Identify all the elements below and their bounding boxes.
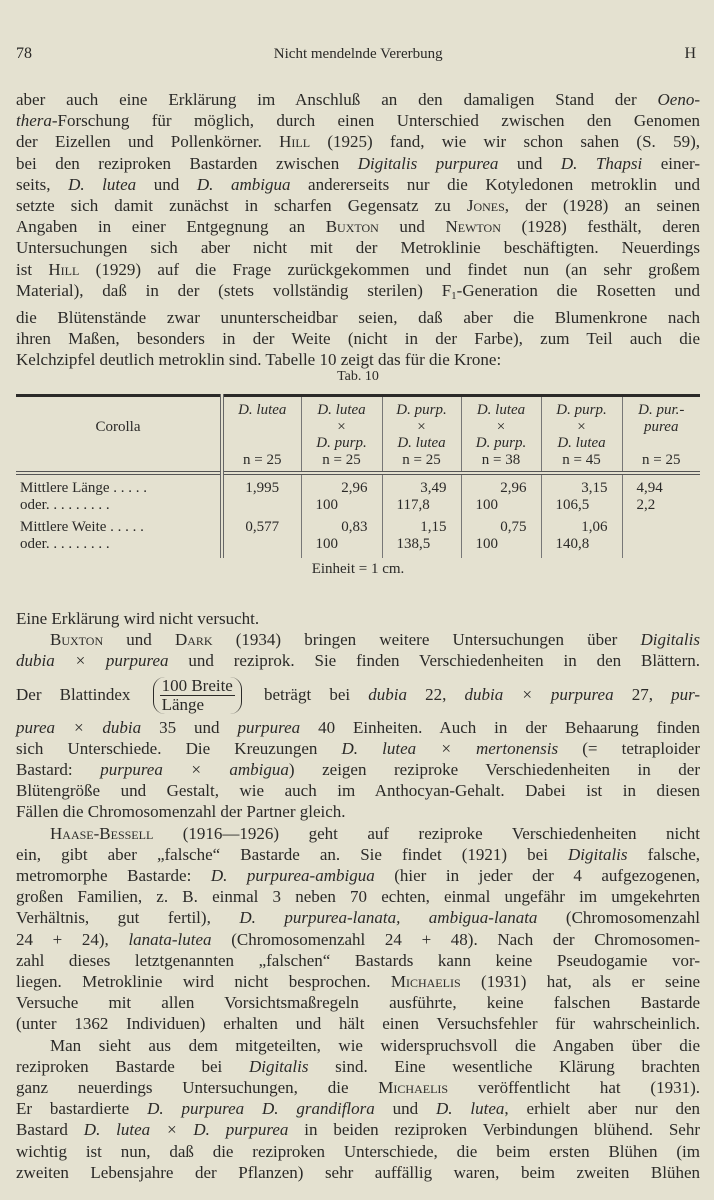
text-run: setzte sich damit zunächst in scharfen Gegensatz zu bbox=[16, 196, 467, 216]
text-run: und bbox=[498, 153, 561, 173]
text-line bbox=[16, 237, 700, 258]
text-run: ) zeigen reziproke Verschiedenheiten in der bbox=[288, 760, 701, 780]
table-row bbox=[16, 497, 700, 514]
text-line bbox=[16, 1013, 700, 1034]
text-run: Blütengröße und Gestalt, wie auch im Anthocyan-Gehalt. Dabei ist in diesen bbox=[16, 781, 700, 801]
text-run: Fällen die Chromosomenzahl der Partner gleich. bbox=[16, 802, 346, 822]
italic-text: dubia × purpurea bbox=[16, 651, 169, 671]
table-cell: 0,83 bbox=[301, 514, 382, 536]
italic-text: dubia × purpurea bbox=[464, 684, 614, 704]
text-run: (1928) festhält, deren bbox=[500, 217, 700, 237]
subscript: 1 bbox=[451, 289, 457, 302]
table-cell: 100 bbox=[461, 497, 541, 514]
italic-text: D. Thapsi bbox=[560, 153, 643, 173]
author-name: Hill bbox=[48, 259, 80, 279]
text-run: zahl dieses letztgenannten „falschen“ Bastards kann keine Pseudogamie vor- bbox=[16, 950, 700, 970]
italic-text: D. lutea bbox=[436, 1099, 505, 1119]
text-run: (= tetraploider bbox=[558, 738, 700, 758]
table-column-header bbox=[222, 396, 301, 474]
table-cell bbox=[222, 536, 301, 558]
table-cell: 138,5 bbox=[382, 536, 461, 558]
table-cell: 100 bbox=[301, 536, 382, 558]
italic-text: Digitalis bbox=[640, 630, 700, 650]
text-run: die Blütenstände zwar ununterscheidbar seien, daß aber die Blumenkrone nach bbox=[16, 308, 700, 328]
text-run: Man sieht aus dem mitgeteilten, wie widerspruchsvoll die Angaben über die bbox=[50, 1035, 700, 1055]
table-cell: 2,2 bbox=[622, 497, 700, 514]
author-name: Haase-Bessell bbox=[50, 823, 154, 843]
table-cell bbox=[222, 497, 301, 514]
corolla-table bbox=[16, 394, 700, 558]
text-run: liegen. Metroklinie wird nicht besprochen. bbox=[16, 972, 391, 992]
table-cell: 1,15 bbox=[382, 514, 461, 536]
text-line bbox=[16, 672, 700, 717]
author-name: Buxton bbox=[325, 217, 379, 237]
table-row bbox=[16, 514, 700, 536]
table-row bbox=[16, 473, 700, 497]
text-run: in beiden reziproken Verbindungen blühend. Sehr bbox=[288, 1120, 700, 1140]
column-parent-1: D. purp. bbox=[556, 402, 607, 418]
text-line bbox=[16, 929, 700, 950]
table-column-header bbox=[541, 396, 622, 474]
italic-text: D. lutea bbox=[68, 174, 137, 194]
italic-text: pur- bbox=[671, 684, 701, 704]
table-column-header bbox=[301, 396, 382, 474]
table-cell: 0,75 bbox=[461, 514, 541, 536]
text-run: ihren Maßen, besonders in der Weite (nicht in der Farbe), zum Teil auch die bbox=[16, 329, 700, 349]
table-cell: 3,49 bbox=[382, 473, 461, 497]
table-caption: Tab. 10 bbox=[337, 369, 379, 384]
author-name: Newton bbox=[445, 217, 501, 237]
column-sample-size: n = 45 bbox=[562, 451, 601, 468]
author-name: Dark bbox=[174, 630, 213, 650]
table-cell: 100 bbox=[461, 536, 541, 558]
text-line bbox=[16, 1077, 700, 1098]
fraction-denominator: Länge bbox=[161, 695, 205, 715]
text-line bbox=[16, 195, 700, 216]
text-run: Material), daß in der (stets vollständig sterilen) F bbox=[16, 280, 452, 300]
column-parent-2: D. lutea bbox=[557, 435, 606, 451]
column-cross-symbol bbox=[226, 419, 299, 436]
text-line bbox=[16, 738, 700, 759]
text-run: (1934) bringen weitere Untersuchungen über bbox=[212, 630, 641, 650]
page-number: 78 bbox=[16, 45, 32, 62]
column-cross-symbol: × bbox=[337, 418, 346, 435]
text-run: Bastard bbox=[16, 1120, 84, 1140]
text-line bbox=[16, 131, 700, 152]
column-sample-size: n = 25 bbox=[642, 451, 681, 468]
column-cross-symbol: × bbox=[577, 418, 586, 435]
running-title: Nicht mendelnde Vererbung bbox=[273, 46, 443, 62]
text-line bbox=[16, 280, 700, 307]
text-line bbox=[16, 328, 700, 349]
text-run: und bbox=[103, 630, 175, 650]
text-run: -Generation die Rosetten und bbox=[456, 280, 700, 300]
text-line bbox=[16, 1098, 700, 1119]
column-sample-size: n = 25 bbox=[322, 451, 361, 468]
text-run: 22, bbox=[406, 684, 465, 704]
column-parent-1: D. purp. bbox=[396, 402, 447, 418]
text-run: aber auch eine Erklärung im Anschluß an den damaligen Stand der bbox=[16, 90, 658, 109]
text-line bbox=[16, 174, 700, 195]
column-cross-symbol: × bbox=[417, 418, 426, 435]
text-line bbox=[16, 153, 700, 174]
text-line bbox=[16, 89, 700, 110]
table-cell: 100 bbox=[301, 497, 382, 514]
table-cell: 106,5 bbox=[541, 497, 622, 514]
text-run: zweiten Lebensjahre der Pflanzen) sehr auffällig waren, beim zweiten Blühen bbox=[16, 1162, 700, 1182]
text-run: (Chromosomenzahl 24 + 48). Nach der Chromosomen- bbox=[211, 929, 700, 949]
text-run: (Chromosomenzahl bbox=[537, 908, 700, 928]
author-name: Jones bbox=[466, 196, 505, 216]
table-corner-label: Corolla bbox=[95, 419, 141, 435]
text-run: und bbox=[374, 1099, 437, 1119]
text-line bbox=[16, 307, 700, 328]
text-run: (1925) fand, wie wir schon sahen (S. 59), bbox=[310, 132, 700, 152]
text-run: andererseits nur die Kotyledonen metroklin und bbox=[290, 174, 700, 194]
text-run: (1929) auf die Frage zurückgekommen und findet nun (an sehr großem bbox=[79, 259, 701, 279]
column-parent-1: D. lutea bbox=[476, 402, 526, 418]
table-cell: 2,96 bbox=[461, 473, 541, 497]
column-parent-2 bbox=[625, 435, 699, 452]
italic-text: lanata-lutea bbox=[128, 929, 212, 949]
text-run: (1931) hat, als er seine bbox=[460, 972, 700, 992]
table-column-header bbox=[382, 396, 461, 474]
text-run: der Eizellen und Pollenkörner. bbox=[16, 132, 280, 152]
text-run: und bbox=[136, 174, 197, 194]
author-name: Hill bbox=[279, 132, 311, 152]
column-parent-2: D. purp. bbox=[316, 435, 367, 451]
table-column-header bbox=[461, 396, 541, 474]
text-line bbox=[16, 759, 700, 780]
text-run: 27, bbox=[613, 684, 672, 704]
text-run: einer- bbox=[642, 153, 700, 173]
row-label: oder. . . . . . . . . bbox=[20, 536, 110, 552]
text-run: 40 Einheiten. Auch in der Behaarung finden bbox=[300, 717, 701, 737]
italic-text: thera bbox=[16, 111, 52, 131]
table-cell: 1,06 bbox=[541, 514, 622, 536]
column-parent-1: D. pur.- bbox=[638, 402, 685, 418]
column-sample-size: n = 25 bbox=[243, 451, 282, 468]
text-run: sich Unterschiede. Die Kreuzungen bbox=[16, 738, 342, 758]
text-run: beträgt bei bbox=[245, 684, 369, 704]
italic-text: D. lutea × mertonensis bbox=[341, 738, 559, 758]
text-line bbox=[16, 1141, 700, 1162]
text-run: ganz neuerdings Untersuchungen, die bbox=[16, 1078, 379, 1098]
text-run: wichtig ist nun, daß die reziproken Unterschiede, die beim ersten Blühen (im bbox=[16, 1141, 700, 1161]
row-label: Mittlere Länge . . . . . bbox=[20, 480, 148, 496]
italic-text: purpurea × ambigua bbox=[100, 760, 289, 780]
text-line bbox=[16, 780, 700, 801]
text-run: -Forschung für möglich, durch einen Unterschied zwischen den Genomen bbox=[51, 111, 700, 131]
italic-text: Digitalis bbox=[248, 1056, 309, 1076]
text-line bbox=[16, 992, 700, 1013]
column-parent-1: D. lutea bbox=[238, 402, 287, 418]
text-line bbox=[16, 110, 700, 131]
text-run: Bastard: bbox=[16, 760, 101, 780]
text-line bbox=[16, 608, 700, 629]
column-parent-2: D. purp. bbox=[475, 435, 527, 451]
table-cell: 2,96 bbox=[301, 473, 382, 497]
text-line bbox=[16, 717, 700, 738]
text-line bbox=[16, 1119, 700, 1140]
paragraph-intro bbox=[16, 89, 700, 371]
text-line bbox=[16, 886, 700, 907]
text-run: Versuche mit allen Vorsichtsmaßregeln ausführte, keine falschen Bastarde bbox=[16, 993, 700, 1013]
table-cell: 0,577 bbox=[222, 514, 301, 536]
row-label: oder. . . . . . . . . bbox=[20, 497, 110, 513]
table-section bbox=[16, 368, 700, 578]
italic-text: Digitalis purpurea bbox=[357, 153, 499, 173]
italic-text: D. lutea × D. purpurea bbox=[83, 1120, 289, 1140]
text-line bbox=[16, 259, 700, 280]
row-label: Mittlere Weite . . . . . bbox=[20, 519, 144, 535]
column-parent-2 bbox=[226, 435, 299, 452]
text-line bbox=[16, 629, 700, 650]
table-cell bbox=[622, 514, 700, 536]
text-run: 35 und bbox=[141, 717, 238, 737]
text-run: metromorphe Bastarde: bbox=[16, 866, 211, 886]
text-run: Angaben in einer Entgegnung an bbox=[16, 217, 326, 237]
italic-text: D. purpurea D. grandiflora bbox=[147, 1099, 375, 1119]
table-header-row bbox=[16, 396, 700, 474]
italic-text: D. purpurea-lanata, ambigua-lanata bbox=[239, 908, 538, 928]
text-line bbox=[16, 1162, 700, 1183]
text-line bbox=[16, 823, 700, 844]
text-line bbox=[16, 844, 700, 865]
italic-text: purpurea bbox=[237, 717, 301, 737]
paragraph-main bbox=[16, 608, 700, 1183]
text-run: Verhältnis, gut fertil), bbox=[16, 908, 240, 928]
text-run: großen Familien, z. B. einmal 3 neben 70 echten, einmal ungefähr im umgekehrten bbox=[16, 887, 700, 907]
column-sample-size: n = 38 bbox=[481, 451, 521, 468]
text-run: bei den reziproken Bastarden zwischen bbox=[16, 153, 358, 173]
column-parent-1: D. lutea bbox=[317, 402, 366, 418]
text-run: falsche, bbox=[627, 844, 700, 864]
text-line bbox=[16, 950, 700, 971]
table-cell: 140,8 bbox=[541, 536, 622, 558]
text-line bbox=[16, 1035, 700, 1056]
text-run: Eine Erklärung wird nicht versucht. bbox=[16, 609, 260, 628]
text-run: seits, bbox=[16, 174, 69, 194]
text-run: (1916—1926) geht auf reziproke Verschiedenheiten nicht bbox=[153, 823, 700, 843]
text-line bbox=[16, 865, 700, 886]
text-line bbox=[16, 971, 700, 992]
table-row bbox=[16, 536, 700, 558]
leaf-index-fraction bbox=[153, 677, 242, 714]
text-run: und reziprok. Sie finden Verschiedenheiten in den Blättern. bbox=[168, 651, 701, 671]
table-cell: 4,94 bbox=[622, 473, 700, 497]
table-cell: 1,995 bbox=[222, 473, 301, 497]
italic-text: D. ambigua bbox=[196, 174, 291, 194]
text-run: Er bastardierte bbox=[16, 1099, 148, 1119]
italic-text: Digitalis bbox=[568, 844, 628, 864]
text-line bbox=[16, 801, 700, 822]
italic-text: dubia bbox=[368, 684, 407, 704]
author-name: Buxton bbox=[50, 630, 104, 650]
text-line bbox=[16, 216, 700, 237]
table-cell bbox=[622, 536, 700, 558]
column-sample-size: n = 25 bbox=[402, 451, 441, 468]
text-run: ist bbox=[16, 259, 49, 279]
text-line bbox=[16, 907, 700, 928]
text-run: , der (1928) an seinen bbox=[504, 196, 700, 216]
text-run: 24 + 24), bbox=[16, 929, 129, 949]
column-cross-symbol: purea bbox=[644, 418, 679, 435]
text-run: (hier in jeder der 4 aufgezogenen, bbox=[374, 866, 701, 886]
section-letter: H bbox=[684, 45, 696, 62]
unit-note: Einheit = 1 cm. bbox=[311, 561, 405, 577]
text-run: veröffentlicht hat (1931). bbox=[448, 1078, 701, 1098]
text-run: sind. Eine wesentliche Klärung brachten bbox=[308, 1056, 700, 1076]
italic-text: D. purpurea-ambigua bbox=[210, 866, 375, 886]
table-column-header bbox=[622, 396, 700, 474]
fraction-numerator: 100 Breite bbox=[161, 676, 233, 696]
column-parent-2: D. lutea bbox=[397, 435, 446, 451]
italic-text: purea × dubia bbox=[16, 717, 142, 737]
author-name: Michaelis bbox=[390, 972, 461, 992]
column-cross-symbol: × bbox=[496, 418, 506, 435]
text-line bbox=[16, 1056, 700, 1077]
table-cell: 3,15 bbox=[541, 473, 622, 497]
table-cell: 117,8 bbox=[382, 497, 461, 514]
text-run: Untersuchungen sich aber nicht mit der Metroklinie beschäftigten. Neuerdings bbox=[16, 238, 700, 258]
text-run: Kelchzipfel deutlich metroklin sind. Tabelle 10 zeigt das für die Krone: bbox=[16, 350, 502, 370]
italic-text: Oeno- bbox=[657, 90, 700, 109]
text-line bbox=[16, 650, 700, 671]
text-run: reziproken Bastarde bei bbox=[16, 1056, 249, 1076]
text-run: Der Blattindex bbox=[16, 684, 149, 704]
text-run: , erhielt aber nur den bbox=[504, 1099, 700, 1119]
text-run: (unter 1362 Individuen) erhalten und hält einen Versuchsfehler für wahrscheinlich. bbox=[16, 1014, 700, 1034]
text-run: und bbox=[378, 217, 446, 237]
text-run: ein, gibt aber „falsche“ Bastarde an. Sie findet (1921) bei bbox=[16, 844, 569, 864]
page-header bbox=[16, 45, 700, 65]
author-name: Michaelis bbox=[378, 1078, 449, 1098]
